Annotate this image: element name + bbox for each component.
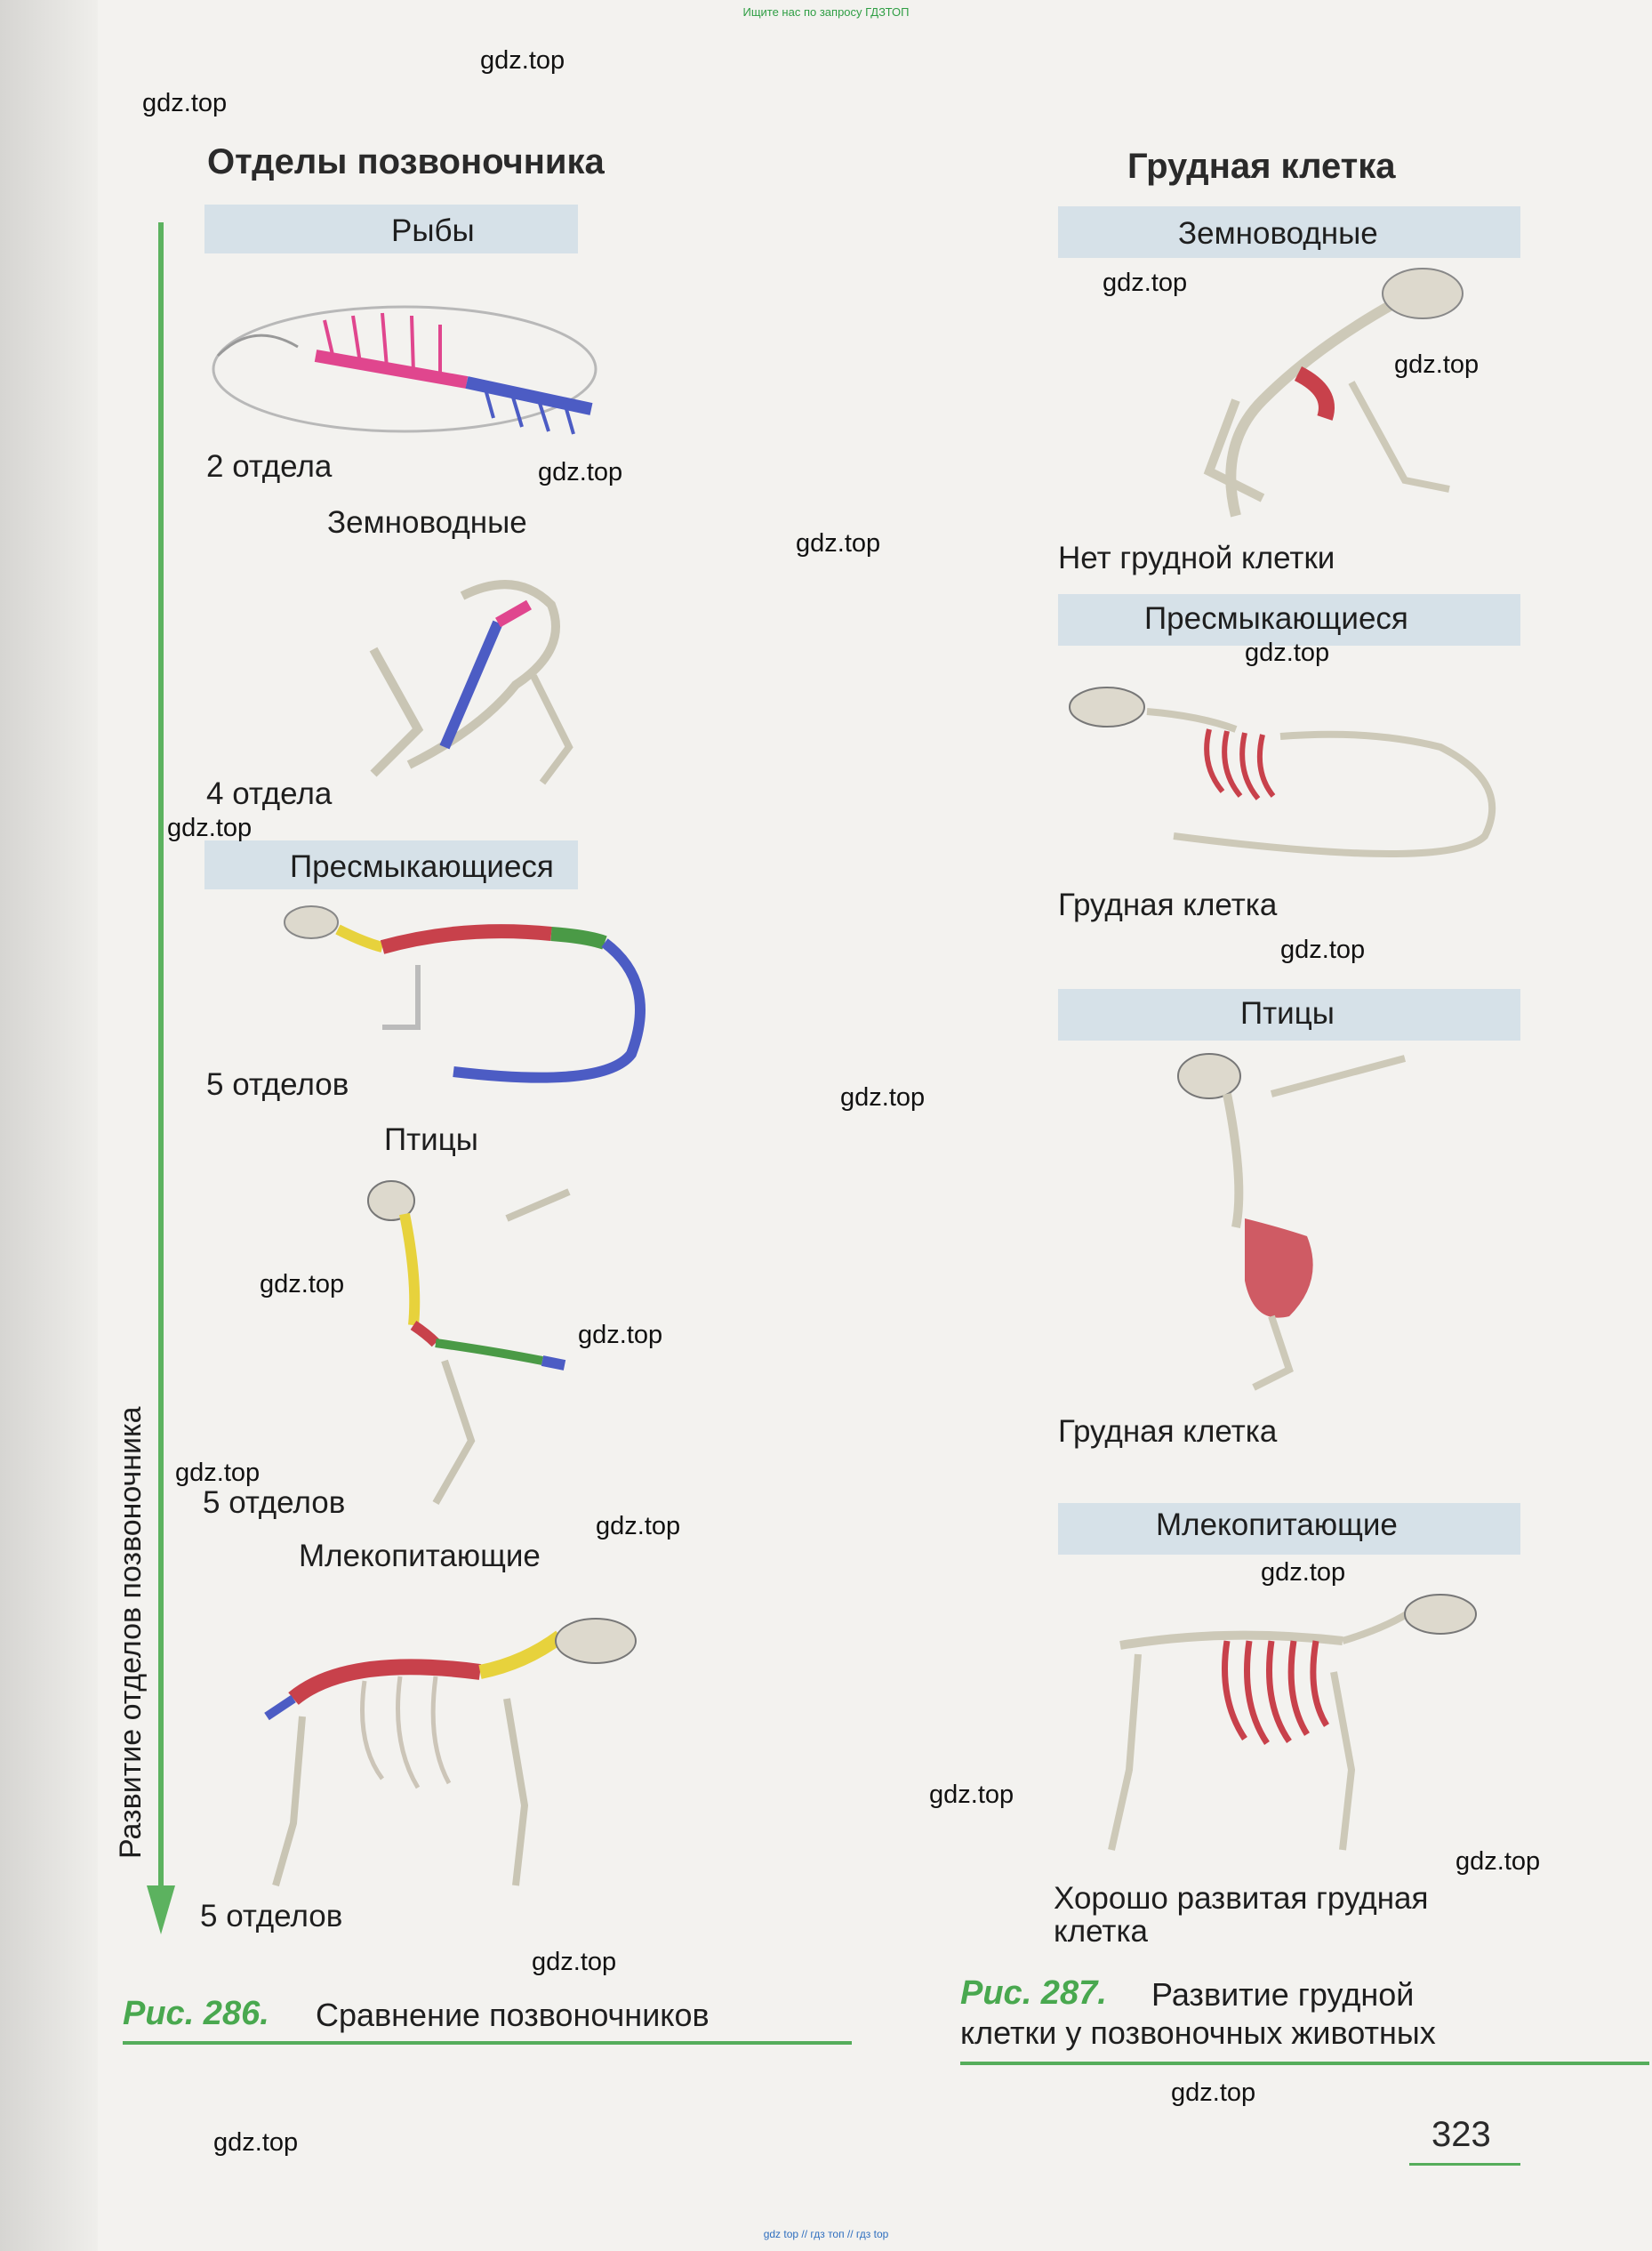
page-number-rule: [1409, 2163, 1520, 2166]
watermark: gdz.top: [167, 814, 253, 842]
figure-286-caption: Сравнение позвоночников: [316, 1997, 710, 2033]
watermark: gdz.top: [1280, 936, 1366, 964]
right-label-mammals: Млекопитающие: [1156, 1507, 1398, 1542]
watermark: gdz.top: [175, 1459, 261, 1487]
count-fish: 2 отдела: [206, 449, 333, 484]
label-mammals: Млекопитающие: [299, 1539, 541, 1573]
label-birds: Птицы: [384, 1122, 478, 1157]
axis-label: Развитие отделов позвоночника: [114, 1406, 148, 1859]
amphibian-skeleton: [338, 569, 605, 792]
count-amphibians: 4 отдела: [206, 776, 333, 811]
watermark: gdz.top: [260, 1270, 345, 1298]
right-note-amphibians: Нет грудной клетки: [1058, 541, 1335, 575]
right-column-title: Грудная клетка: [1127, 147, 1396, 186]
right-mammal-skeleton: [1094, 1592, 1476, 1868]
right-amphibian-skeleton: [1183, 267, 1476, 534]
watermark: gdz.top: [532, 1948, 617, 1976]
watermark: gdz.top: [929, 1781, 1014, 1809]
watermark: gdz.top: [596, 1512, 681, 1540]
top-note: Ищите нас по запросу ГДЗТОП: [742, 5, 910, 19]
right-note-birds: Грудная клетка: [1058, 1414, 1278, 1449]
left-column-title: Отделы позвоночника: [207, 142, 605, 181]
development-arrow: [147, 222, 182, 1966]
count-birds: 5 отделов: [203, 1485, 346, 1520]
page-gutter-shadow: [0, 0, 98, 2251]
right-note-mammals-1: Хорошо развитая грудная: [1054, 1881, 1429, 1916]
watermark: gdz.top: [1245, 639, 1330, 667]
mammal-skeleton: [258, 1601, 667, 1912]
watermark: gdz.top: [1261, 1558, 1346, 1587]
right-reptile-skeleton: [1067, 676, 1529, 880]
right-label-birds: Птицы: [1240, 996, 1335, 1031]
figure-287-caption-line1: Развитие грудной: [1151, 1976, 1415, 2013]
figure-287-number: Рис. 287.: [960, 1974, 1107, 2012]
figure-287-rule: [960, 2062, 1649, 2065]
count-reptiles: 5 отделов: [206, 1067, 349, 1102]
label-fish: Рыбы: [391, 213, 475, 248]
watermark: gdz.top: [1394, 350, 1480, 379]
bird-skeleton: [365, 1174, 631, 1530]
right-label-reptiles: Пресмыкающиеся: [1144, 601, 1408, 636]
watermark: gdz.top: [480, 46, 565, 75]
figure-286-rule: [123, 2041, 852, 2045]
label-reptiles: Пресмыкающиеся: [290, 849, 554, 884]
watermark: gdz.top: [142, 89, 228, 117]
right-bird-skeleton: [1174, 1049, 1485, 1405]
watermark: gdz.top: [213, 2128, 299, 2157]
label-amphibians: Земноводные: [327, 505, 527, 540]
watermark: gdz.top: [840, 1083, 926, 1112]
page-number: 323: [1431, 2115, 1491, 2154]
watermark: gdz.top: [578, 1321, 663, 1349]
right-note-reptiles: Грудная клетка: [1058, 888, 1278, 922]
right-label-amphibians: Земноводные: [1178, 216, 1378, 251]
right-note-mammals-2: клетка: [1054, 1914, 1149, 1949]
figure-287-caption-line2: клетки у позвоночных животных: [960, 2014, 1436, 2051]
watermark: gdz.top: [796, 529, 881, 558]
watermark: gdz.top: [1171, 2078, 1256, 2107]
watermark: gdz.top: [538, 458, 623, 486]
fish-skeleton: [200, 285, 618, 445]
count-mammals: 5 отделов: [200, 1899, 343, 1933]
bottom-note: gdz top // гдз топ // гдз top: [763, 2228, 889, 2240]
watermark: gdz.top: [1456, 1847, 1541, 1876]
watermark: gdz.top: [1103, 269, 1188, 297]
figure-286-number: Рис. 286.: [123, 1995, 269, 2032]
